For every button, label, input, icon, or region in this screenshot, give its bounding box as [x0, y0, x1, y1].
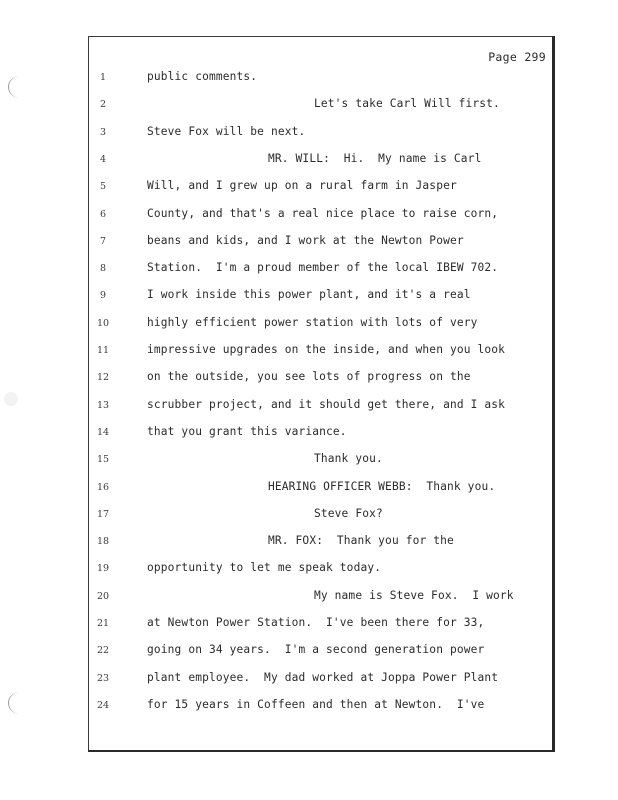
transcript-line: at Newton Power Station. I've been there for 33, [147, 616, 485, 629]
line-number: 24 [96, 699, 110, 711]
transcript-line: going on 34 years. I'm a second generation power [147, 643, 485, 657]
line-number: 21 [96, 618, 110, 629]
transcript-line: Steve Fox? [314, 506, 383, 520]
line-number: 20 [96, 590, 110, 602]
transcript-line: My name is Steve Fox. I work [314, 588, 514, 602]
transcript-line: beans and kids, and I work at the Newton Power [147, 233, 464, 247]
line-number: 18 [96, 536, 110, 548]
transcript-line: that you grant this variance. [147, 424, 347, 438]
scan-mark [4, 392, 18, 406]
line-number: 1 [99, 72, 107, 83]
line-number: 11 [96, 345, 110, 356]
line-number: 9 [99, 290, 107, 302]
transcript-line: I work inside this power plant, and it's a real [147, 288, 471, 302]
line-number: 15 [96, 454, 110, 466]
transcript-line: impressive upgrades on the inside, and when you look [147, 343, 506, 356]
transcript-line: scrubber project, and it should get there, and I ask [147, 397, 506, 411]
frame-bottom-rule [88, 750, 555, 752]
transcript-line: on the outside, you see lots of progress on the [147, 370, 471, 384]
transcript-line: opportunity to let me speak today. [147, 561, 382, 575]
line-number: 16 [96, 481, 110, 493]
transcript-line: plant employee. My dad worked at Joppa Power Plant [147, 670, 499, 684]
transcript-line: MR. FOX: Thank you for the [268, 534, 454, 548]
transcript-line: Thank you. [314, 452, 383, 466]
transcript-line: County, and that's a real nice place to raise corn, [147, 206, 499, 220]
line-number: 8 [99, 263, 107, 275]
transcript-line: public comments. [147, 70, 258, 83]
transcript-line: MR. WILL: Hi. My name is Carl [268, 151, 482, 165]
frame-right-rule [552, 36, 555, 752]
line-number: 3 [99, 126, 107, 138]
line-number: 22 [96, 645, 110, 657]
punch-hole-top [8, 76, 31, 98]
transcript-line: Let's take Carl Will first. [314, 97, 500, 111]
line-number: 2 [99, 99, 107, 111]
transcript-line: highly efficient power station with lots of very [147, 315, 478, 329]
page-number: Page 299 [488, 50, 546, 64]
transcript-line: Station. I'm a proud member of the local IBEW 702. [147, 261, 499, 275]
line-number: 13 [96, 399, 110, 411]
line-number: 23 [96, 672, 110, 684]
line-number: 14 [96, 426, 110, 438]
line-number: 12 [96, 372, 110, 384]
line-number: 4 [99, 153, 107, 165]
transcript-line: Steve Fox will be next. [147, 124, 306, 138]
transcript-line: Will, and I grew up on a rural farm in Jasper [147, 179, 457, 193]
punch-hole-bottom [8, 692, 31, 714]
line-number: 19 [96, 563, 110, 575]
line-number: 6 [99, 208, 107, 220]
transcript-line: for 15 years in Coffeen and then at Newton. I've [147, 697, 485, 711]
transcript-line: HEARING OFFICER WEBB: Thank you. [268, 479, 496, 493]
line-number: 7 [99, 235, 107, 247]
line-number: 17 [96, 508, 110, 520]
line-number: 5 [99, 181, 107, 193]
line-number: 10 [96, 317, 110, 329]
